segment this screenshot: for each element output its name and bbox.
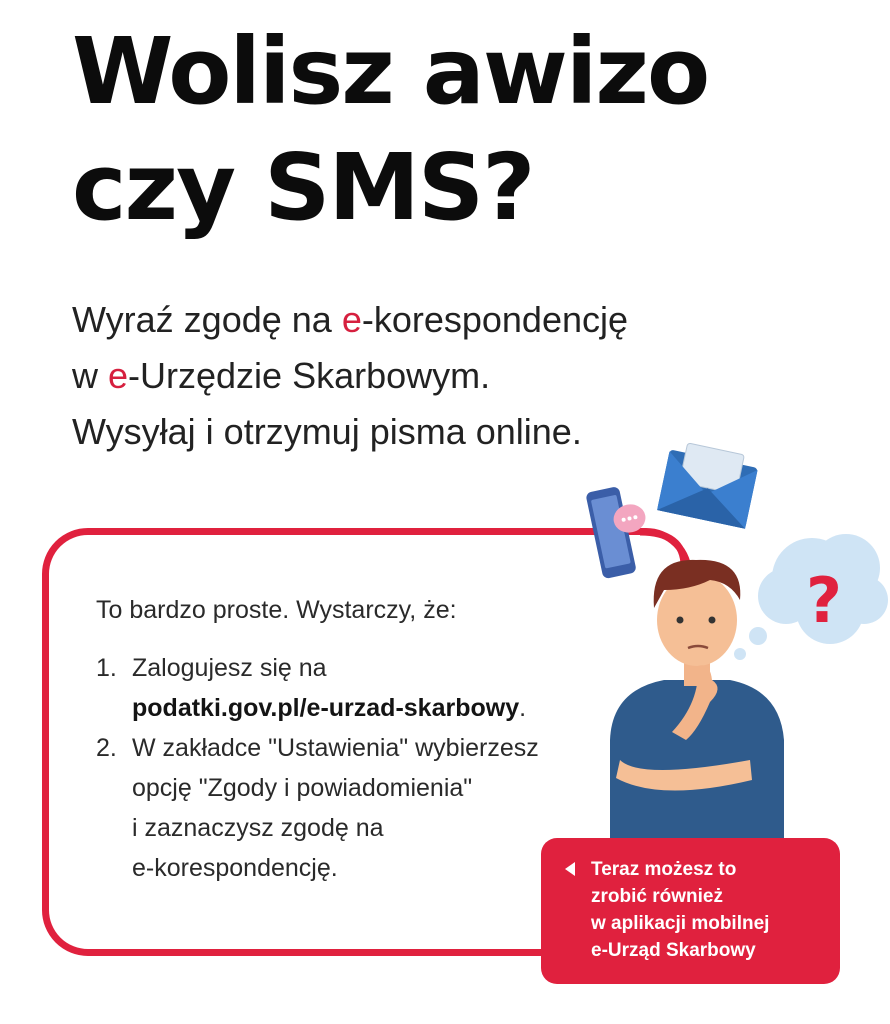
step-number: 1. (96, 654, 117, 682)
step-2 (96, 728, 539, 888)
callout-line-2: zrobić również (591, 886, 723, 907)
portal-link[interactable]: podatki.gov.pl/e-urzad-skarbowy (132, 694, 520, 722)
callout-line-3: w aplikacji mobilnej (591, 913, 770, 934)
step-2-line-1: W zakładce "Ustawienia" wybierzesz (132, 734, 539, 762)
headline-line-2: czy SMS? (72, 134, 534, 241)
step-2-line-2: opcję "Zgody i powiadomienia" (132, 774, 473, 802)
steps-list (96, 648, 539, 888)
frame-connector (640, 532, 684, 566)
person (610, 560, 784, 838)
subtitle-line-1: Wyraź zgodę na e-korespondencję (72, 299, 629, 340)
accent-letter: e (341, 299, 362, 340)
mobile-app-callout (541, 838, 840, 984)
arrow-left-icon (565, 862, 575, 876)
step-2-line-3: i zaznaczysz zgodę na (132, 814, 384, 842)
thinking-person-illustration (580, 440, 890, 840)
subtitle-line-2: w e-Urzędzie Skarbowym. (72, 355, 491, 396)
callout-line-1: Teraz możesz to (591, 859, 737, 880)
subtitle-line-3: Wysyłaj i otrzymuj pisma online. (72, 411, 582, 452)
envelope-icon (657, 440, 760, 529)
thought-cloud (734, 534, 888, 660)
step-2-line-4: e-korespondencję. (132, 854, 338, 882)
headline (72, 14, 708, 246)
headline-line-1: Wolisz awizo (72, 18, 709, 125)
step-1-text: Zalogujesz się na (132, 654, 327, 682)
callout-line-4: e-Urząd Skarbowy (591, 940, 756, 961)
subtitle (72, 292, 628, 460)
question-mark-icon: ? (806, 564, 842, 637)
step-1: 1. Zalogujesz się na podatki.gov.pl/e-urzad-skarbowy. (96, 648, 539, 728)
step-number: 2. (96, 734, 117, 762)
instructions-intro: To bardzo proste. Wystarczy, że: (96, 596, 457, 624)
accent-letter: e (108, 355, 129, 396)
